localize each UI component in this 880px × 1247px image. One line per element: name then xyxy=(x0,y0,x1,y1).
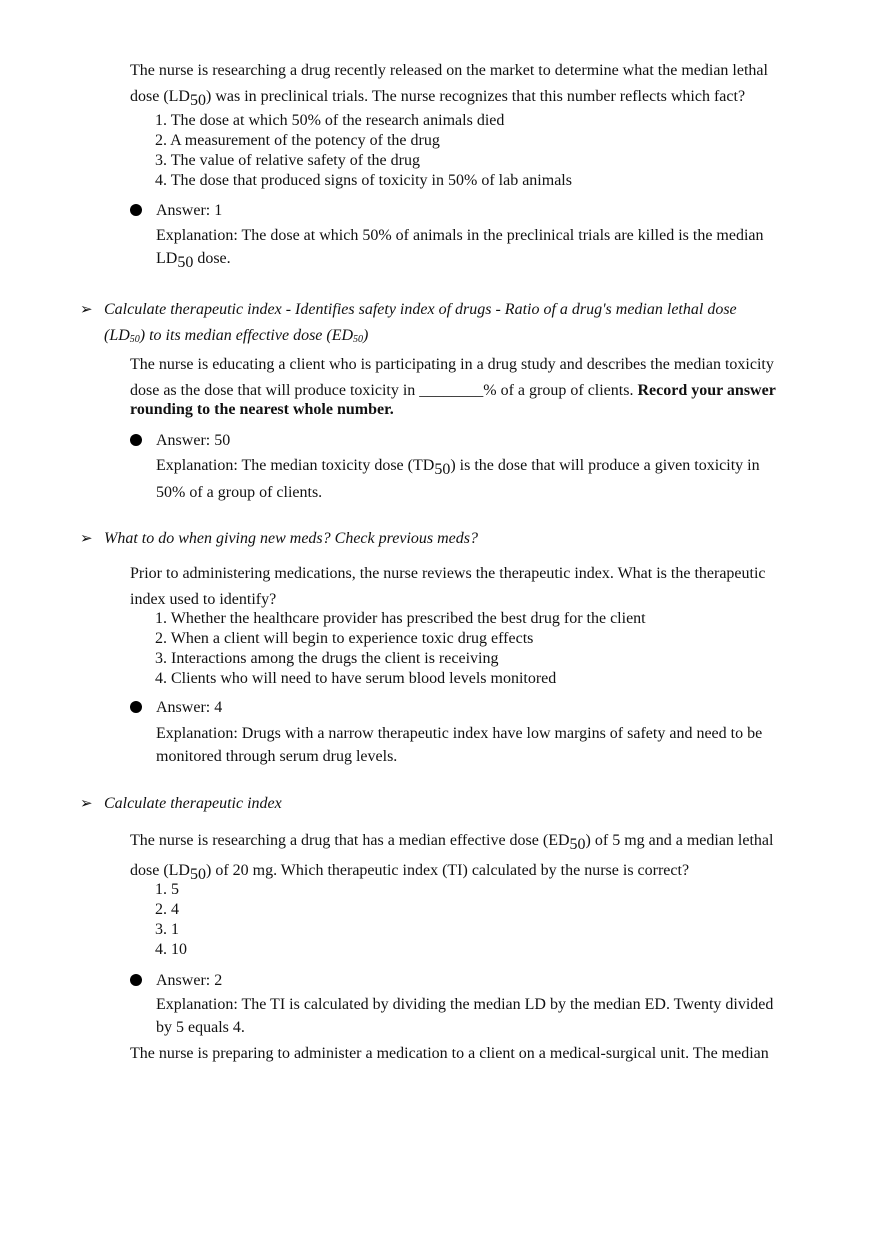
document-page: The nurse is researching a drug recently released on the market to determine what the median lethal dose $(LD_{50})$ was in preclinical trials. The nurse recognizes that this number reflects which fact? 1. The dose at which 50% of the research animals died 2. A measurement of the potency of the drug 3. The value of relative safety of the drug 4. The dose that produced signs of toxicity in 50% of lab animals Answer: 1 Explanation: The dose at which 50% of animals in the preclinical trials are killed is the median $LD_{50}$ dose. ➢ Calculate therapeutic index - Identifies safety index of drugs - Ratio of a drug's median lethal dose $(LD_{50})$ to its median effective dose $(ED_{50})$ The nurse is educating a client who is participating in a drug study and describes the median toxicity dose as the dose that will produce toxicity in ________% of a group of clients. Record your answer rounding to the nearest whole number. Answer: 50 Explanation: The median toxicity dose $(TD_{50})$ is the dose that will produce a given toxicity in 50% of a group of clients. ➢ What to do when giving new meds? Check previous meds? Prior to administering medications, the nurse reviews the therapeutic index. What is the therapeutic index used to identify? 1. Whether the healthcare provider has prescribed the best drug for the client 2. When a client will begin to experience toxic drug effects 3. Interactions among the drugs the client is receiving 4. Clients who will need to have serum blood levels monitored Answer: 4 Explanation: Drugs with a narrow therapeutic index have low margins of safety and need to be monitored through serum drug levels. ➢ Calculate therapeutic index The nurse is researching a drug that has a median effective dose $(ED_{50})$ of 5 mg and a median lethal dose $(LD_{50})$ of 20 mg. Which therapeutic index (TI) calculated by the nurse is correct? 1. 5 2. 4 3. 1 4. 10 Answer: 2 Explanation: The TI is calculated by dividing the median LD by the median ED. Twenty divided by 5 equals 4. The nurse is preparing to administer a medication to a client on a medical-surgical unit. The median xyxy=(0,0,880,1247)
arrow-bullet-icon: ➢ xyxy=(80,531,93,547)
q4-answer-text: Answer: 2 xyxy=(156,972,223,989)
list-item: 1. Whether the healthcare provider has prescribed the best drug for the client xyxy=(155,610,646,627)
q1-stem xyxy=(130,58,830,114)
list-item: 2. 4 xyxy=(155,901,179,918)
list-item: 3. 1 xyxy=(155,921,179,938)
list-item: 3. Interactions among the drugs the client is receiving xyxy=(155,650,499,667)
arrow-bullet-icon: ➢ xyxy=(80,796,93,812)
q1-stem-line2: dose $(LD_{50})$ was in preclinical trials. The nurse recognizes that this number reflects which fact? xyxy=(130,88,746,109)
q2-stem-bold-line: rounding to the nearest whole number. xyxy=(130,401,394,418)
q3-options xyxy=(155,609,646,689)
list-item: 1. 5 xyxy=(155,881,179,898)
q4-explanation: Explanation: The TI is calculated by dividing the median LD by the median ED. Twenty divided by 5 equals 4. xyxy=(156,996,774,1036)
q2-stem: The nurse is educating a client who is participating in a drug study and describes the median toxicity dose as the dose that will produce toxicity in ________% of a group of clients. Record your answer xyxy=(130,356,776,399)
q2-explanation: Explanation: The median toxicity dose $(TD_{50})$ is the dose that will produce a given toxicity in 50% of a group of clients. xyxy=(156,457,760,501)
arrow-bullet-icon: ➢ xyxy=(80,302,93,318)
q2-answer-text: Answer: 50 xyxy=(156,432,231,449)
q5-stem: The nurse is preparing to administer a medication to a client on a medical-surgical unit. The median xyxy=(130,1045,769,1062)
bullet-dot-icon xyxy=(130,204,142,216)
bullet-dot-icon xyxy=(130,701,142,713)
bullet-dot-icon xyxy=(130,434,142,446)
list-item: 4. The dose that produced signs of toxicity in 50% of lab animals xyxy=(155,172,572,189)
q3-explanation: Explanation: Drugs with a narrow therapeutic index have low margins of safety and need to be monitored through serum drug levels. xyxy=(156,725,763,765)
list-item: 2. When a client will begin to experience toxic drug effects xyxy=(155,630,534,647)
q4-options xyxy=(155,880,187,960)
list-item: 1. The dose at which 50% of the research animals died xyxy=(155,112,505,129)
list-item: 4. Clients who will need to have serum blood levels monitored xyxy=(155,670,557,687)
list-item: 3. The value of relative safety of the drug xyxy=(155,152,420,169)
bullet-dot-icon xyxy=(130,974,142,986)
q3-answer-text: Answer: 4 xyxy=(156,699,223,716)
list-item: 4. 10 xyxy=(155,941,187,958)
q3-stem: Prior to administering medications, the nurse reviews the therapeutic index. What is the therapeutic index used to identify? xyxy=(130,565,766,608)
list-item: 2. A measurement of the potency of the drug xyxy=(155,132,440,149)
q1-stem-line1: The nurse is researching a drug recently released on the market to determine what the median lethal xyxy=(130,62,768,79)
q1-explanation: Explanation: The dose at which 50% of animals in the preclinical trials are killed is the median $LD_{50}$ dose. xyxy=(156,227,764,271)
q1-answer-text: Answer: 1 xyxy=(156,202,223,219)
q1-options xyxy=(155,111,572,191)
q4-stem: The nurse is researching a drug that has a median effective dose $(ED_{50})$ of 5 mg and a median lethal dose $(LD_{50})$ of 20 mg. Which therapeutic index (TI) calculated by the nurse is correct? xyxy=(130,832,774,883)
